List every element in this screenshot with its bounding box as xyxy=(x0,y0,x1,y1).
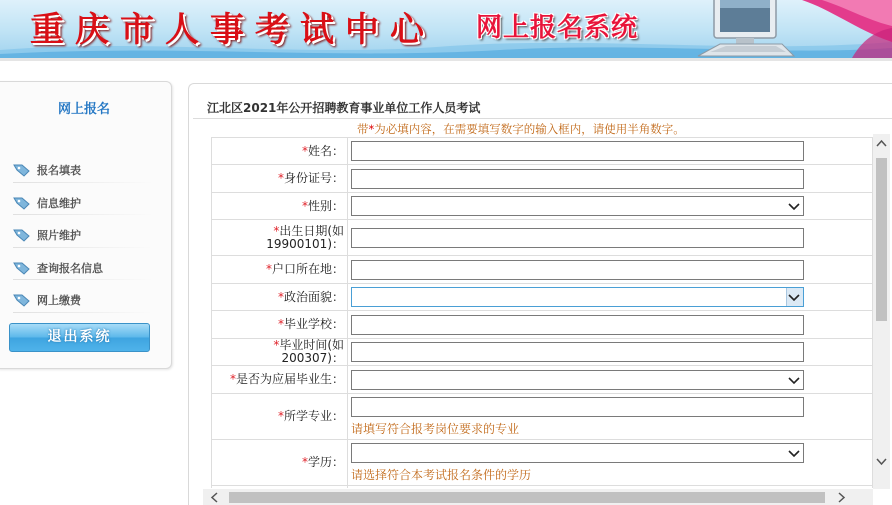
form-row-school xyxy=(212,311,873,339)
chevron-down-icon xyxy=(787,199,801,213)
form-field xyxy=(348,394,873,440)
label-text: 性别： xyxy=(307,198,344,213)
form-field xyxy=(348,165,873,193)
form-row-education xyxy=(212,440,873,486)
title-divider xyxy=(193,118,892,119)
birth-date-input[interactable] xyxy=(351,228,804,248)
education-select[interactable] xyxy=(351,443,804,463)
form-field xyxy=(348,220,873,256)
sidebar-item-label: 网上缴费 xyxy=(37,294,81,308)
main-panel xyxy=(188,83,892,505)
form-label xyxy=(212,193,348,220)
form-label xyxy=(212,440,348,486)
arrow-up-icon[interactable] xyxy=(876,138,887,149)
label-text: 学历： xyxy=(307,455,344,469)
registration-form xyxy=(211,137,873,488)
form-scroll-area xyxy=(211,121,873,488)
form-field xyxy=(348,366,873,394)
logout-button[interactable]: 退出系统 xyxy=(9,323,150,352)
form-row-major xyxy=(212,394,873,440)
sidebar-item-label: 照片维护 xyxy=(37,229,81,243)
education-hint: 请选择符合本考试报名条件的学历 xyxy=(351,467,532,482)
form-label xyxy=(212,311,348,339)
form-row-hukou xyxy=(212,256,873,284)
hukou-input[interactable] xyxy=(351,260,804,280)
school-input[interactable] xyxy=(351,315,804,335)
vertical-scroll-thumb[interactable] xyxy=(876,158,887,321)
label-text: 毕业时间(如200307)： xyxy=(279,338,344,365)
form-row-fresh-graduate xyxy=(212,366,873,394)
sidebar-item-fill-form[interactable] xyxy=(13,154,163,187)
required-mark: * xyxy=(277,409,284,423)
horizontal-scrollbar[interactable] xyxy=(203,489,873,505)
form-row-id-number xyxy=(212,165,873,193)
tag-icon xyxy=(13,261,31,275)
banner-divider xyxy=(0,58,892,61)
sidebar-menu xyxy=(13,154,163,317)
sidebar-title: 网上报名 xyxy=(57,102,110,117)
arrow-left-icon[interactable] xyxy=(209,492,220,503)
required-mark: * xyxy=(273,223,280,238)
required-mark: * xyxy=(301,198,308,213)
required-mark: * xyxy=(301,143,308,158)
form-field xyxy=(348,284,873,311)
chevron-down-icon xyxy=(787,373,801,387)
sidebar-item-label: 报名填表 xyxy=(37,164,81,178)
id-number-input[interactable] xyxy=(351,169,804,189)
required-mark: * xyxy=(277,317,284,331)
major-input[interactable] xyxy=(351,397,804,417)
required-mark: * xyxy=(277,289,284,304)
form-label xyxy=(212,339,348,366)
form-row-graduation-date xyxy=(212,339,873,366)
form-row-birth-date xyxy=(212,220,873,256)
tag-icon xyxy=(13,163,31,177)
sidebar-item-online-payment[interactable] xyxy=(13,284,163,317)
system-title: 网上报名系统 xyxy=(476,13,639,43)
gender-select[interactable] xyxy=(351,196,804,216)
form-label xyxy=(212,394,348,440)
tag-icon xyxy=(13,293,31,307)
form-label xyxy=(212,138,348,165)
vertical-scrollbar[interactable] xyxy=(873,134,890,489)
political-status-select[interactable] xyxy=(351,287,804,307)
label-text: 是否为应届毕业生： xyxy=(235,372,344,386)
required-mark: * xyxy=(273,338,280,352)
form-field xyxy=(348,339,873,366)
form-label xyxy=(212,366,348,394)
form-label xyxy=(212,165,348,193)
label-text: 出生日期(如19900101)： xyxy=(266,223,344,251)
sidebar-item-info-maintenance[interactable] xyxy=(13,187,163,220)
arrow-down-icon[interactable] xyxy=(876,456,887,467)
sidebar-item-query-registration[interactable] xyxy=(13,252,163,285)
label-text: 姓名： xyxy=(307,143,344,158)
label-text: 毕业学校： xyxy=(283,317,344,331)
form-row-next xyxy=(212,486,873,489)
sidebar-item-label: 信息维护 xyxy=(37,196,81,210)
label-text: 所学专业： xyxy=(283,409,344,423)
notice-text: 为必填内容，在需要填写数字的输入框内，请使用半角数字。 xyxy=(374,122,685,136)
tag-icon xyxy=(13,228,31,242)
form-field xyxy=(348,311,873,339)
form-label xyxy=(212,220,348,256)
label-text: 户口所在地： xyxy=(271,262,344,276)
exam-title: 江北区2021年公开招聘教育事业单位工作人员考试 xyxy=(207,101,481,115)
sidebar-item-label: 查询报名信息 xyxy=(37,261,103,275)
site-title: 重庆市人事考试中心 xyxy=(30,10,435,50)
tag-icon xyxy=(13,196,31,210)
major-hint: 请填写符合报考岗位要求的专业 xyxy=(351,421,520,436)
required-mark: * xyxy=(229,372,236,386)
label-text: 身份证号： xyxy=(283,171,344,185)
name-input[interactable] xyxy=(351,141,804,161)
form-label xyxy=(212,256,348,284)
form-label xyxy=(212,486,348,489)
form-field xyxy=(348,193,873,220)
chevron-down-icon xyxy=(787,446,801,460)
required-mark: * xyxy=(301,455,308,469)
fresh-graduate-select[interactable] xyxy=(351,370,804,390)
form-row-political-status xyxy=(212,284,873,311)
form-field xyxy=(348,486,873,489)
form-field xyxy=(348,440,873,486)
required-notice xyxy=(211,121,873,137)
label-text: 政治面貌： xyxy=(283,289,344,304)
chevron-down-icon xyxy=(787,290,801,304)
notice-star: * xyxy=(368,122,375,136)
graduation-date-input[interactable] xyxy=(351,342,804,362)
form-row-gender xyxy=(212,193,873,220)
header-banner xyxy=(0,0,892,58)
form-label xyxy=(212,284,348,311)
form-row-name xyxy=(212,138,873,165)
required-mark: * xyxy=(265,262,272,276)
banner-swirl xyxy=(762,0,892,58)
arrow-right-icon[interactable] xyxy=(836,492,847,503)
required-mark: * xyxy=(277,171,284,185)
form-field xyxy=(348,138,873,165)
horizontal-scroll-thumb[interactable] xyxy=(229,492,825,503)
notice-prefix: 带 xyxy=(357,122,369,136)
form-field xyxy=(348,256,873,284)
sidebar-item-photo-maintenance[interactable] xyxy=(13,219,163,252)
